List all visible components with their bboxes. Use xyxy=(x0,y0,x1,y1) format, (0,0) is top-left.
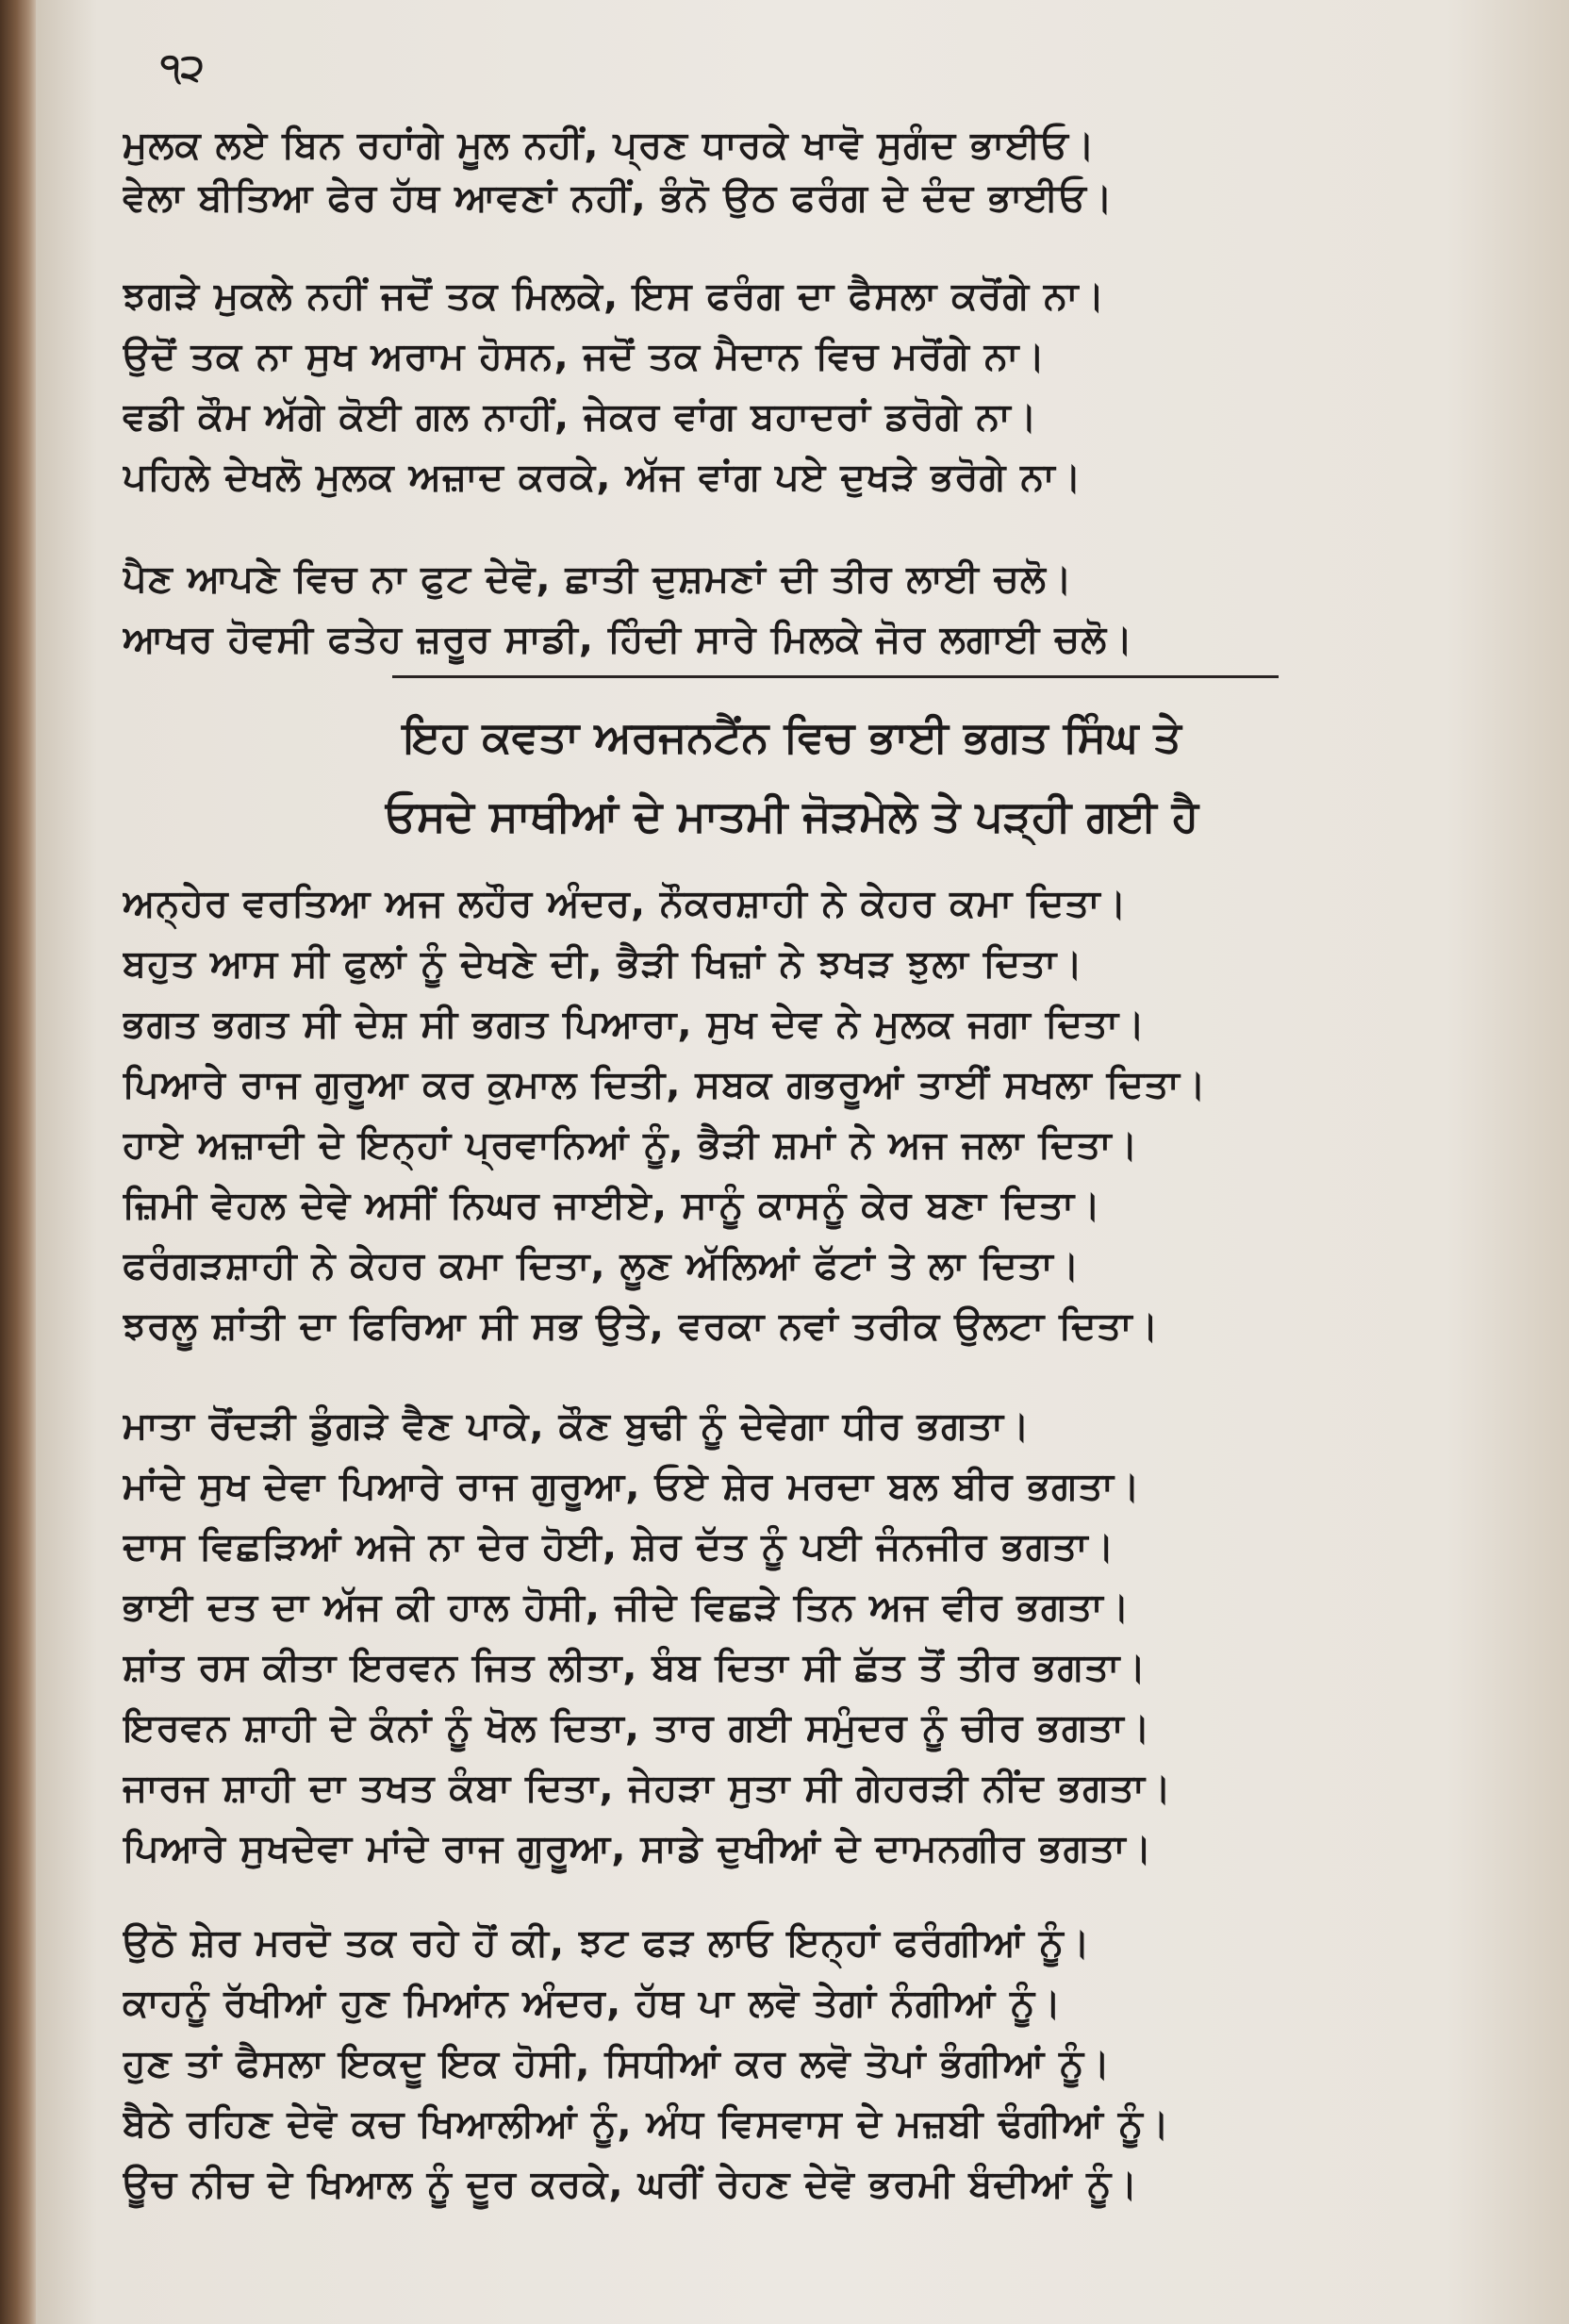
poem-heading-line-2: ਓਸਦੇ ਸਾਥੀਆਂ ਦੇ ਮਾਤਮੀ ਜੋੜਮੇਲੇ ਤੇ ਪੜ੍ਹੀ ਗਈ ਹੈ xyxy=(385,790,1199,841)
verse-line: ਦਾਸ ਵਿਛੜਿਆਂ ਅਜੇ ਨਾ ਦੇਰ ਹੋਈ, ਸ਼ੇਰ ਦੱਤ ਨੂੰ ਪਈ ਜੰਨਜੀਰ ਭਗਤਾ। xyxy=(123,1525,1115,1569)
book-spine xyxy=(0,0,36,2324)
verse-line: ਜ਼ਿਮੀ ਵੇਹਲ ਦੇਵੇ ਅਸੀਂ ਨਿਘਰ ਜਾਈਏ, ਸਾਨੂੰ ਕਾਸਨੂੰ ਕੇਰ ਬਣਾ ਦਿਤਾ। xyxy=(123,1184,1102,1227)
verse-line: ਆਖਰ ਹੋਵਸੀ ਫਤੇਹ ਜ਼ਰੂਰ ਸਾਡੀ, ਹਿੰਦੀ ਸਾਰੇ ਮਿਲਕੇ ਜੋਰ ਲਗਾਈ ਚਲੋ। xyxy=(123,618,1134,661)
verse-line: ਫਰੰਗੜਸ਼ਾਹੀ ਨੇ ਕੇਹਰ ਕਮਾ ਦਿਤਾ, ਲੂਣ ਅੱਲਿਆਂ ਫੱਟਾਂ ਤੇ ਲਾ ਦਿਤਾ। xyxy=(123,1244,1081,1287)
verse-line: ਸ਼ਾਂਤ ਰਸ ਕੀਤਾ ਇਰਵਨ ਜਿਤ ਲੀਤਾ, ਬੰਬ ਦਿਤਾ ਸੀ ਛੱਤ ਤੋਂ ਤੀਰ ਭਗਤਾ। xyxy=(123,1646,1148,1689)
verse-line: ਉਠੋ ਸ਼ੇਰ ਮਰਦੋ ਤਕ ਰਹੇ ਹੋਂ ਕੀ, ਝਟ ਫੜ ਲਾਓ ਇਨ੍ਹਾਂ ਫਰੰਗੀਆਂ ਨੂੰ। xyxy=(123,1921,1091,1965)
page-number: ੧੨ xyxy=(160,46,205,90)
verse-line: ਇਰਵਨ ਸ਼ਾਹੀ ਦੇ ਕੰਨਾਂ ਨੂੰ ਖੋਲ ਦਿਤਾ, ਤਾਰ ਗਈ ਸਮੁੰਦਰ ਨੂੰ ਚੀਰ ਭਗਤਾ। xyxy=(123,1706,1151,1750)
verse-line: ਊਚ ਨੀਚ ਦੇ ਖਿਆਲ ਨੂੰ ਦੂਰ ਕਰਕੇ, ਘਰੀਂ ਰੇਹਣ ਦੇਵੋ ਭਰਮੀ ਬੰਦੀਆਂ ਨੂੰ। xyxy=(123,2163,1139,2206)
verse-line: ਹਾਏ ਅਜ਼ਾਦੀ ਦੇ ਇਨ੍ਹਾਂ ਪ੍ਰਵਾਨਿਆਂ ਨੂੰ, ਭੈੜੀ ਸ਼ਮਾਂ ਨੇ ਅਜ ਜਲਾ ਦਿਤਾ। xyxy=(123,1123,1139,1167)
verse-line: ਬੈਠੇ ਰਹਿਣ ਦੇਵੋ ਕਚ ਖਿਆਲੀਆਂ ਨੂੰ, ਅੰਧ ਵਿਸਵਾਸ ਦੇ ਮਜ਼ਬੀ ਢੰਗੀਆਂ ਨੂੰ। xyxy=(123,2102,1170,2146)
book-page xyxy=(36,0,1569,2324)
verse-line: ਮੁਲਕ ਲਏ ਬਿਨ ਰਹਾਂਗੇ ਮੂਲ ਨਹੀਂ, ਪ੍ਰਣ ਧਾਰਕੇ ਖਾਵੋ ਸੁਗੰਦ ਭਾਈਓ। xyxy=(123,124,1096,167)
verse-line: ਅਨ੍ਹੇਰ ਵਰਤਿਆ ਅਜ ਲਹੌਰ ਅੰਦਰ, ਨੌਕਰਸ਼ਾਹੀ ਨੇ ਕੇਹਰ ਕਮਾ ਦਿਤਾ। xyxy=(123,882,1128,925)
verse-line: ਵਡੀ ਕੌਮ ਅੱਗੇ ਕੋਈ ਗਲ ਨਾਹੀਂ, ਜੇਕਰ ਵਾਂਗ ਬਹਾਦਰਾਂ ਡਰੋਗੇ ਨਾ। xyxy=(123,395,1038,439)
verse-line: ਕਾਹਨੂੰ ਰੱਖੀਆਂ ਹੁਣ ਮਿਆਂਨ ਅੰਦਰ, ਹੱਥ ਪਾ ਲਵੋ ਤੇਗਾਂ ਨੰਗੀਆਂ ਨੂੰ। xyxy=(123,1982,1063,2025)
verse-line: ਵੇਲਾ ਬੀਤਿਆ ਫੇਰ ਹੱਥ ਆਵਣਾਂ ਨਹੀਂ, ਭੰਨੋ ਉਠ ਫਰੰਗ ਦੇ ਦੰਦ ਭਾਈਓ। xyxy=(123,176,1114,220)
verse-line: ਜਾਰਜ ਸ਼ਾਹੀ ਦਾ ਤਖਤ ਕੰਬਾ ਦਿਤਾ, ਜੇਹੜਾ ਸੁਤਾ ਸੀ ਗੇਹਰੜੀ ਨੀਂਦ ਭਗਤਾ। xyxy=(123,1767,1172,1810)
verse-line: ਭਗਤ ਭਗਤ ਸੀ ਦੇਸ਼ ਸੀ ਭਗਤ ਪਿਆਰਾ, ਸੁਖ ਦੇਵ ਨੇ ਮੁਲਕ ਜਗਾ ਦਿਤਾ। xyxy=(123,1003,1147,1046)
poem-heading-line-1: ਇਹ ਕਵਤਾ ਅਰਜਨਟੈਂਨ ਵਿਚ ਭਾਈ ਭਗਤ ਸਿੰਘ ਤੇ xyxy=(403,711,1181,762)
verse-line: ਭਾਈ ਦਤ ਦਾ ਅੱਜ ਕੀ ਹਾਲ ਹੋਸੀ, ਜੀਦੇ ਵਿਛੜੇ ਤਿਨ ਅਜ ਵੀਰ ਭਗਤਾ। xyxy=(123,1585,1131,1629)
verse-line: ਉਦੋਂ ਤਕ ਨਾ ਸੁਖ ਅਰਾਮ ਹੋਸਨ, ਜਦੋਂ ਤਕ ਮੈਦਾਨ ਵਿਚ ਮਰੋਂਗੇ ਨਾ। xyxy=(123,335,1047,378)
section-divider xyxy=(392,675,1279,678)
verse-line: ਪੈਣ ਆਪਣੇ ਵਿਚ ਨਾ ਫੁਟ ਦੇਵੋ, ਛਾਤੀ ਦੁਸ਼ਮਣਾਂ ਦੀ ਤੀਰ ਲਾਈ ਚਲੋ। xyxy=(123,557,1073,601)
verse-line: ਮਾਂਦੇ ਸੁਖ ਦੇਵਾ ਪਿਆਰੇ ਰਾਜ ਗੁਰੂਆ, ਓਏ ਸ਼ੇਰ ਮਰਦਾ ਬਲ ਬੀਰ ਭਗਤਾ। xyxy=(123,1465,1141,1508)
verse-line: ਹੁਣ ਤਾਂ ਫੈਸਲਾ ਇਕਦੂ ਇਕ ਹੋਸੀ, ਸਿਧੀਆਂ ਕਰ ਲਵੋ ਤੋਪਾਂ ਭੰਗੀਆਂ ਨੂੰ। xyxy=(123,2042,1112,2085)
verse-line: ਪਹਿਲੇ ਦੇਖਲੋ ਮੁਲਕ ਅਜ਼ਾਦ ਕਰਕੇ, ਅੱਜ ਵਾਂਗ ਪਏ ਦੁਖੜੇ ਭਰੋਗੇ ਨਾ। xyxy=(123,456,1082,499)
verse-line: ਝਗੜੇ ਮੁਕਲੇ ਨਹੀਂ ਜਦੋਂ ਤਕ ਮਿਲਕੇ, ਇਸ ਫਰੰਗ ਦਾ ਫੈਸਲਾ ਕਰੋਂਗੇ ਨਾ। xyxy=(123,274,1106,318)
verse-line: ਪਿਆਰੇ ਸੁਖਦੇਵਾ ਮਾਂਦੇ ਰਾਜ ਗੁਰੂਆ, ਸਾਡੇ ਦੁਖੀਆਂ ਦੇ ਦਾਮਨਗੀਰ ਭਗਤਾ। xyxy=(123,1827,1153,1870)
verse-line: ਝਰਲੂ ਸ਼ਾਂਤੀ ਦਾ ਫਿਰਿਆ ਸੀ ਸਭ ਉਤੇ, ਵਰਕਾ ਨਵਾਂ ਤਰੀਕ ਉਲਟਾ ਦਿਤਾ। xyxy=(123,1304,1160,1348)
verse-line: ਪਿਆਰੇ ਰਾਜ ਗੁਰੂਆ ਕਰ ਕੁਮਾਲ ਦਿਤੀ, ਸਬਕ ਗਭਰੂਆਂ ਤਾਈਂ ਸਖਲਾ ਦਿਤਾ। xyxy=(123,1063,1207,1106)
verse-line: ਬਹੁਤ ਆਸ ਸੀ ਫੁਲਾਂ ਨੂੰ ਦੇਖਣੇ ਦੀ, ਭੈੜੀ ਖਿਜ਼ਾਂ ਨੇ ਝਖੜ ਝੁਲਾ ਦਿਤਾ। xyxy=(123,942,1084,986)
verse-line: ਮਾਤਾ ਰੋਂਦੜੀ ਡੁੰਗੜੇ ਵੈਣ ਪਾਕੇ, ਕੌਣ ਬੁਢੀ ਨੂੰ ਦੇਵੇਗਾ ਧੀਰ ਭਗਤਾ। xyxy=(123,1404,1031,1448)
